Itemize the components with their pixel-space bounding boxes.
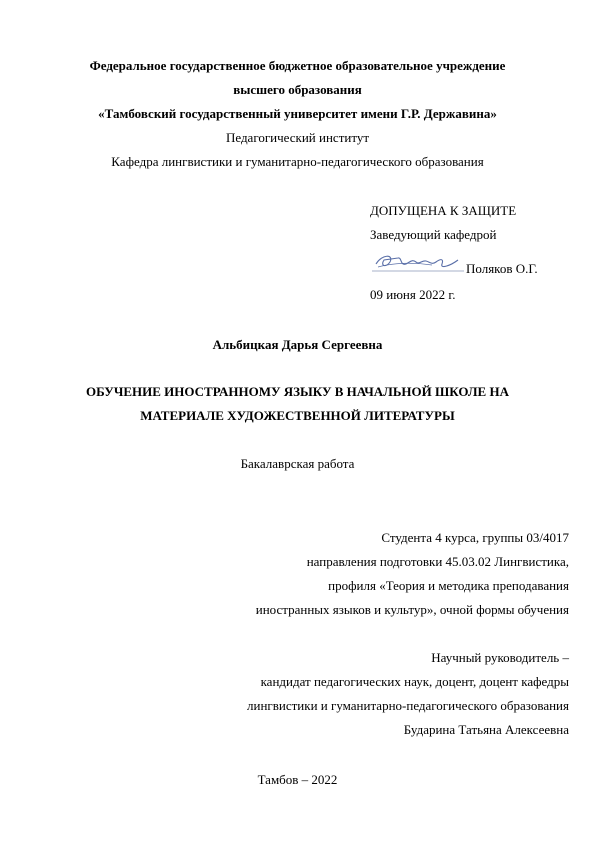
signature-image [372,250,464,276]
department-head-name: Поляков О.Г. [466,261,538,276]
header-line-1: Федеральное государственное бюджетное образовательное учреждение [89,58,506,73]
thesis-title-line-1: ОБУЧЕНИЕ ИНОСТРАННОМУ ЯЗЫКУ В НАЧАЛЬНОЙ ШКОЛЕ НА [86,384,509,399]
student-info-line-1: Студента 4 курса, группы 03/4017 [381,530,569,545]
department-name: Кафедра лингвистики и гуманитарно-педагогического образования [111,154,484,169]
student-info-line-4: иностранных языков и культур», очной формы обучения [255,602,569,617]
university-name: «Тамбовский государственный университет имени Г.Р. Державина» [98,106,497,121]
student-info-line-2: направления подготовки 45.03.02 Лингвистика, [306,554,569,569]
author-name: Альбицкая Дарья Сергеевна [212,337,383,352]
approval-status: ДОПУЩЕНА К ЗАЩИТЕ [370,203,517,218]
work-type: Бакалаврская работа [240,456,355,471]
supervisor-label: Научный руководитель – [431,650,569,665]
institute-name: Педагогический институт [225,130,370,145]
approval-date: 09 июня 2022 г. [370,287,456,302]
supervisor-department: лингвистики и гуманитарно-педагогического образования [247,698,569,713]
student-info-line-3: профиля «Теория и методика преподавания [328,578,569,593]
thesis-title-line-2: МАТЕРИАЛЕ ХУДОЖЕСТВЕННОЙ ЛИТЕРАТУРЫ [140,408,455,423]
approval-role: Заведующий кафедрой [370,227,497,242]
supervisor-degree: кандидат педагогических наук, доцент, доцент кафедры [260,674,569,689]
supervisor-name: Бударина Татьяна Алексеевна [403,722,569,737]
header-line-2: высшего образования [233,82,362,97]
city-year: Тамбов – 2022 [257,772,338,787]
